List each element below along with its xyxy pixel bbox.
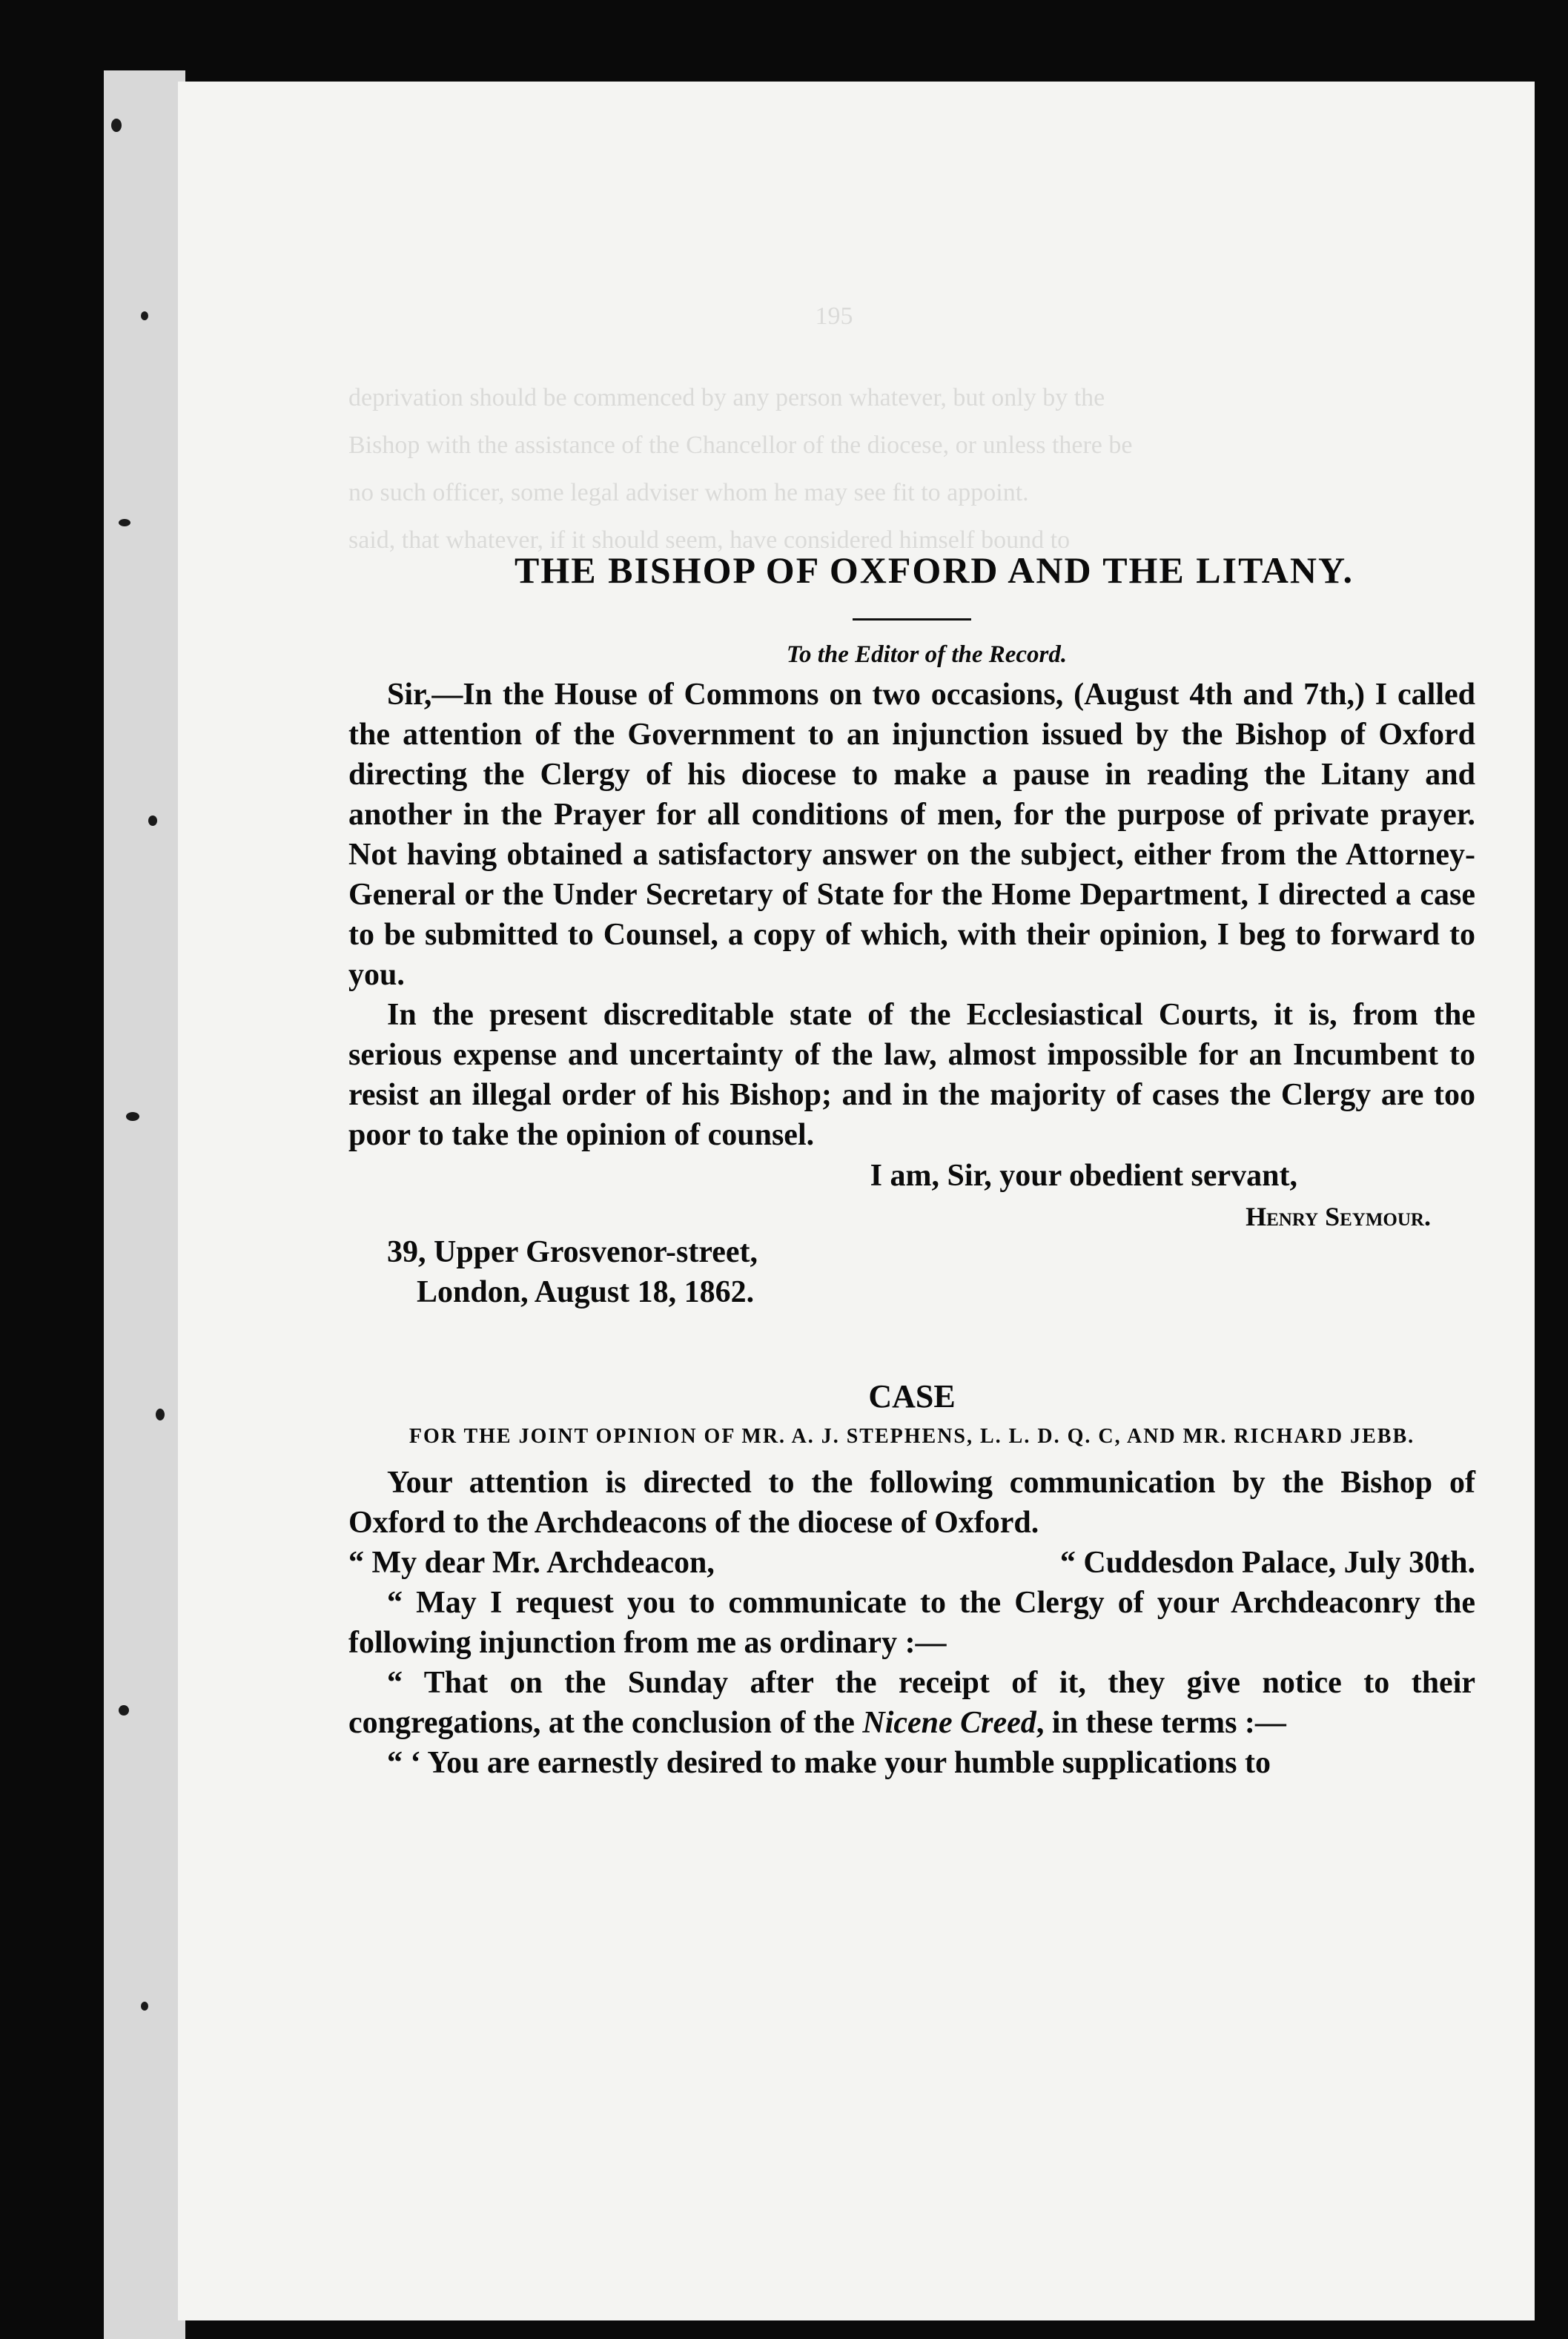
scan-speck	[141, 2002, 148, 2011]
scan-speck	[111, 119, 122, 132]
case-heading: CASE	[868, 1378, 956, 1415]
letter-paragraph: In the present discreditable state of the Ecclesiastical Courts, it is, from the serious expense and uncertainty of the law, almost impossible for an Incumbent to resist an illegal order of his Bishop; and in the majority of cases the Clergy are too poor to take the opinion of counsel.	[348, 998, 1475, 1152]
address-line: London, August 18, 1862.	[417, 1275, 755, 1309]
bleed-through-line: said, that whatever, if it should seem, have considered himself bound to	[348, 526, 1071, 554]
case-intro: Your attention is directed to the following communication by the Bishop of Oxford to the Archdeacons of the diocese of Oxford.	[348, 1466, 1475, 1540]
scan-speck	[119, 519, 130, 526]
scan-speck	[126, 1112, 139, 1121]
scan-left-margin	[104, 70, 185, 2339]
letter-body	[348, 675, 1475, 1155]
page-content	[348, 549, 1475, 1783]
title-rule	[853, 618, 971, 621]
article-title: THE BISHOP OF OXFORD AND THE LITANY.	[515, 549, 1354, 591]
address-line: 39, Upper Grosvenor-street,	[387, 1235, 758, 1269]
scan-speck	[148, 815, 157, 826]
letter-closing: I am, Sir, your obedient servant,	[870, 1159, 1297, 1193]
case-letter	[348, 1583, 1475, 1783]
salutation: “ My dear Mr. Archdeacon,	[348, 1546, 715, 1580]
scan-speck	[119, 1705, 129, 1716]
bleed-through-line: no such officer, some legal adviser whom he may see fit to appoint.	[348, 479, 1029, 506]
place-date: “ Cuddesdon Palace, July 30th.	[1059, 1546, 1475, 1580]
bleed-page-number: 195	[815, 302, 853, 330]
case-line-start: “ That on the Sunday after the receipt of it, they give notice to their congregations, at the conclusion of the	[348, 1666, 1475, 1740]
case-line-end: , in these terms :—	[1036, 1706, 1286, 1740]
bleed-through-line: Bishop with the assistance of the Chancellor of the diocese, or unless there be	[348, 431, 1133, 459]
letter-paragraph: Sir,—In the House of Commons on two occasions, (August 4th and 7th,) I called the attention of the Government to an injunction issued by the Bishop of Oxford directing the Clergy of his diocese to make a pause in reading the Litany and another in the Prayer for all conditions of men, for the purpose of private prayer. Not having obtained a satisfactory answer on the subject, either from the Attorney-General or the Under Secretary of State for the Home Department, I directed a case to be submitted to Counsel, a copy of which, with their opinion, I beg to forward to you.	[348, 678, 1475, 992]
scan-speck	[141, 311, 148, 320]
letter-header-line	[348, 1543, 1475, 1583]
case-line-italic: Nicene Creed	[862, 1706, 1036, 1740]
letter-address	[387, 1232, 1475, 1312]
case-line: “ May I request you to communicate to the Clergy of your Archdeaconry the following injunction from me as ordinary :—	[348, 1586, 1475, 1660]
bleed-through-line: deprivation should be commenced by any person whatever, but only by the	[348, 384, 1105, 411]
case-line: “ ‘ You are earnestly desired to make your humble supplications to	[387, 1746, 1271, 1780]
letter-signature: Henry Seymour.	[1246, 1202, 1431, 1231]
to-editor-line: To the Editor of the Record.	[786, 641, 1068, 668]
case-body	[348, 1463, 1475, 1543]
case-subheading: FOR THE JOINT OPINION OF MR. A. J. STEPHENS, L. L. D. Q. C, AND MR. RICHARD JEBB.	[408, 1425, 1415, 1448]
scan-speck	[156, 1409, 165, 1420]
case-line	[348, 1663, 1475, 1743]
